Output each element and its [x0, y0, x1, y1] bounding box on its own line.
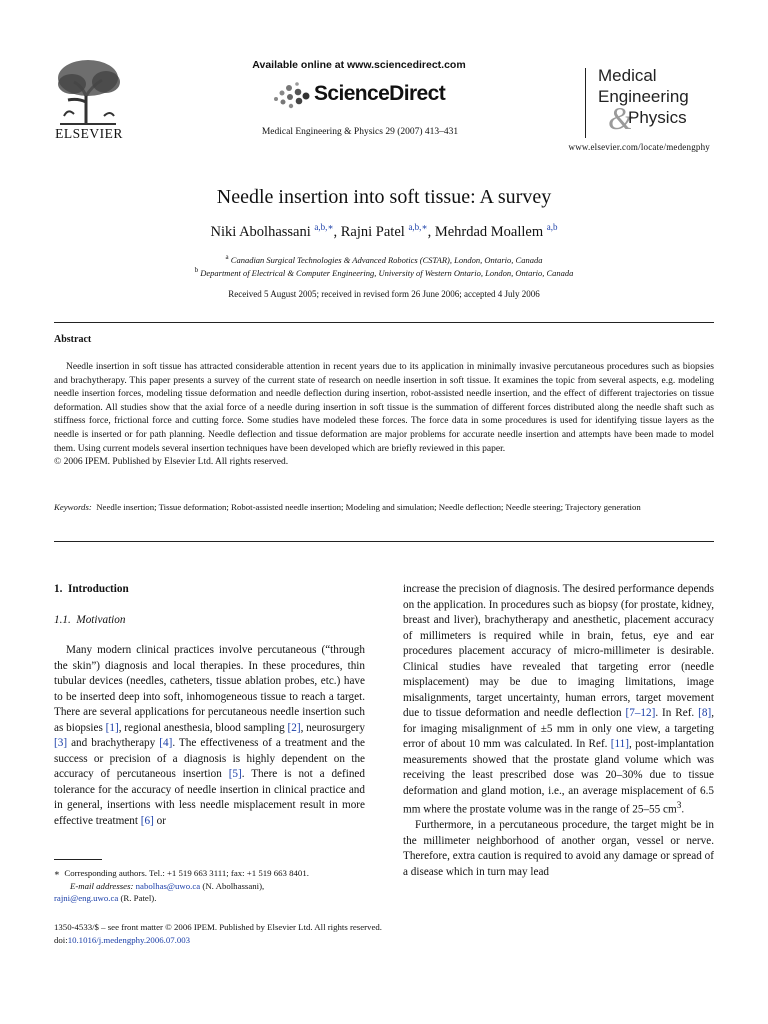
- journal-logo-amp: &: [608, 100, 633, 136]
- available-online-link[interactable]: Available online at www.sciencedirect.com: [252, 59, 466, 71]
- sciencedirect-wordmark: ScienceDirect: [314, 82, 446, 105]
- section-heading: 1. Introduction: [54, 583, 129, 595]
- sciencedirect-logo[interactable]: [270, 81, 460, 111]
- publisher-name: ELSEVIER: [55, 126, 123, 141]
- footnote-rule: [54, 859, 102, 860]
- author-name: Rajni Patel: [340, 223, 405, 240]
- author-name: Niki Abolhassani: [210, 223, 311, 240]
- email-link[interactable]: rajni@eng.uwo.ca: [54, 893, 119, 904]
- affiliation-b: $^b$ Department of Electrical & Computer Engineering, University of Western Ontario, London, Ontario, Canada: [194, 266, 574, 278]
- subsection-heading: 1.1. Motivation: [54, 614, 126, 626]
- body-paragraph-left: Many modern clinical practices involve percutaneous (“through the skin”) diagnosis and local therapies. In these procedures, thin tubular devices (needles, catheters, tissue ablation probes, etc.) have to be inserted deep into soft, inhomogeneous tissue to reach a target. There are several applications for percutaneous needle insertion such as biopsies [1], regional anesthesia, blood sampling [2], neurosurgery [3] and brachytherapy [4]. The effectiveness of a treatment and the success or precision of a diagnosis is highly dependent on the accuracy of percutaneous insertion [5]. There is not a defined tolerance for the accuracy of needle insertion in clinical practice and in general, insertions with less needle misplacement result in more effective treatment [6] or: [54, 644, 366, 827]
- footnote: ∗ Corresponding authors. Tel.: +1 519 663 3111; fax: +1 519 663 8401. E-mail addresses: nabolhas@uwo.ca (N. Abolhassani), rajni@eng.uwo.ca (R. Patel).: [54, 868, 309, 904]
- journal-url-link[interactable]: www.elsevier.com/locate/medengphy: [568, 142, 710, 152]
- elsevier-tree-logo: [52, 56, 124, 126]
- journal-logo-divider: [585, 68, 586, 138]
- email-link[interactable]: nabolhas@uwo.ca: [135, 880, 201, 891]
- issn-line: 1350-4533/$ – see front matter © 2006 IPEM. Published by Elsevier Ltd. All rights reserved.: [54, 922, 382, 932]
- bottom-info: 1350-4533/$ – see front matter © 2006 IPEM. Published by Elsevier Ltd. All rights reserved. doi:10.1016/j.medengphy.2006.07.003: [54, 922, 382, 945]
- journal-logo: [598, 67, 708, 135]
- author-affiliation-link[interactable]: a,b,∗: [314, 222, 334, 232]
- author-list: Niki Abolhassani $^{a,b,∗}$, Rajni Patel $^{a,b,∗}$, Mehrdad Moallem $^{a,b}$: [210, 222, 558, 240]
- affiliation-a: $^a$ Canadian Surgical Technologies & Advanced Robotics (CSTAR), London, Ontario, Canada: [225, 253, 543, 265]
- sciencedirect-dots-icon: [270, 81, 312, 109]
- abstract-text: Needle insertion in soft tissue has attracted considerable attention in recent years due to its application in minimally invasive percutaneous procedures such as biopsies and brachytherapy. This paper presents a survey of the current state of research on needle insertion in soft tissue. It examines the topic from several aspects, e.g. modeling needle insertion forces, modeling tissue deformation and needle deflection during insertion, robot-assisted needle insertion, and the effect of different trajectories on tissue deformation. All studies show that the axial force of a needle during insertion in soft tissue is the summation of different forces distributed along the needle shaft such as stiffness force, frictional force and cutting force. Some studies have modeled these forces. The force data in some procedures is used for identifying tissue layers as the needle is inserted or for path planning. Needle deflection and tissue deformation are major problems for accurate needle insertion and attempts have been made to model them. Using current models several insertion techniques have been developed which are briefly reviewed in this paper. © 2006 IPEM. Published by Elsevier Ltd. All rights reserved.: [54, 361, 714, 470]
- author-name: Mehrdad Moallem: [434, 223, 544, 240]
- journal-citation: Medical Engineering & Physics 29 (2007) 413–431: [261, 127, 459, 137]
- copyright: © 2006 IPEM. Published by Elsevier Ltd. All rights reserved.: [54, 457, 289, 468]
- received-dates: Received 5 August 2005; received in revised form 26 June 2006; accepted 4 July 2006: [228, 289, 540, 299]
- abstract-heading: Abstract: [54, 334, 92, 345]
- journal-logo-line3: Physics: [628, 108, 687, 127]
- keywords: Keywords: Needle insertion; Tissue deformation; Robot-assisted needle insertion; Modeling and simulation; Needle deflection; Needle steering; Trajectory generation: [54, 502, 641, 512]
- author-affiliation-link[interactable]: a,b,∗: [408, 222, 428, 232]
- article-title: Needle insertion into soft tissue: A survey: [216, 186, 552, 208]
- abstract-top-rule: [54, 322, 714, 323]
- abstract-bottom-rule: [54, 541, 714, 542]
- body-paragraph-right: increase the precision of diagnosis. The desired performance depends on the application. In procedures such as biopsy (for prostate, kidney, breast and liver), brachytherapy and anesthetic, placement accuracy of millimeters is required while in brain, fetus, eye and ear procedures placement accuracy of micro-millimeter is desirable. Clinical studies have revealed that targeting error (needle misplacement) may be due to imaging limitations, image misalignments, target uncertainty, human errors, target movement due to tissue deformation and needle deflection [7–12]. In Ref. [8], for imaging misalignment of ±5 mm in only one view, a targeting error of about 10 mm was calculated. In Ref. [11], post-implantation measurements showed that the prostate gland volume which was receiving the least prescribed dose was 20–30% due to tissue deformation and gland motion, i.e., an average misplacement of 6.5 mm where the prostate volume was in the range of 25–55 $cm^3$. Furthermore, in a percutaneous procedure, the target might be in the millimeter neighborhood of another organ, vessel or nerve. Therefore, extra caution is required to avoid any damage or spread of a disease which in turn may lead: [403, 583, 714, 878]
- journal-logo-line1: Medical: [598, 66, 657, 85]
- journal-logo-line2: Engineering: [598, 87, 689, 106]
- author-affiliation-link[interactable]: a,b: [546, 222, 558, 232]
- doi-link[interactable]: 10.1016/j.medengphy.2006.07.003: [67, 935, 191, 945]
